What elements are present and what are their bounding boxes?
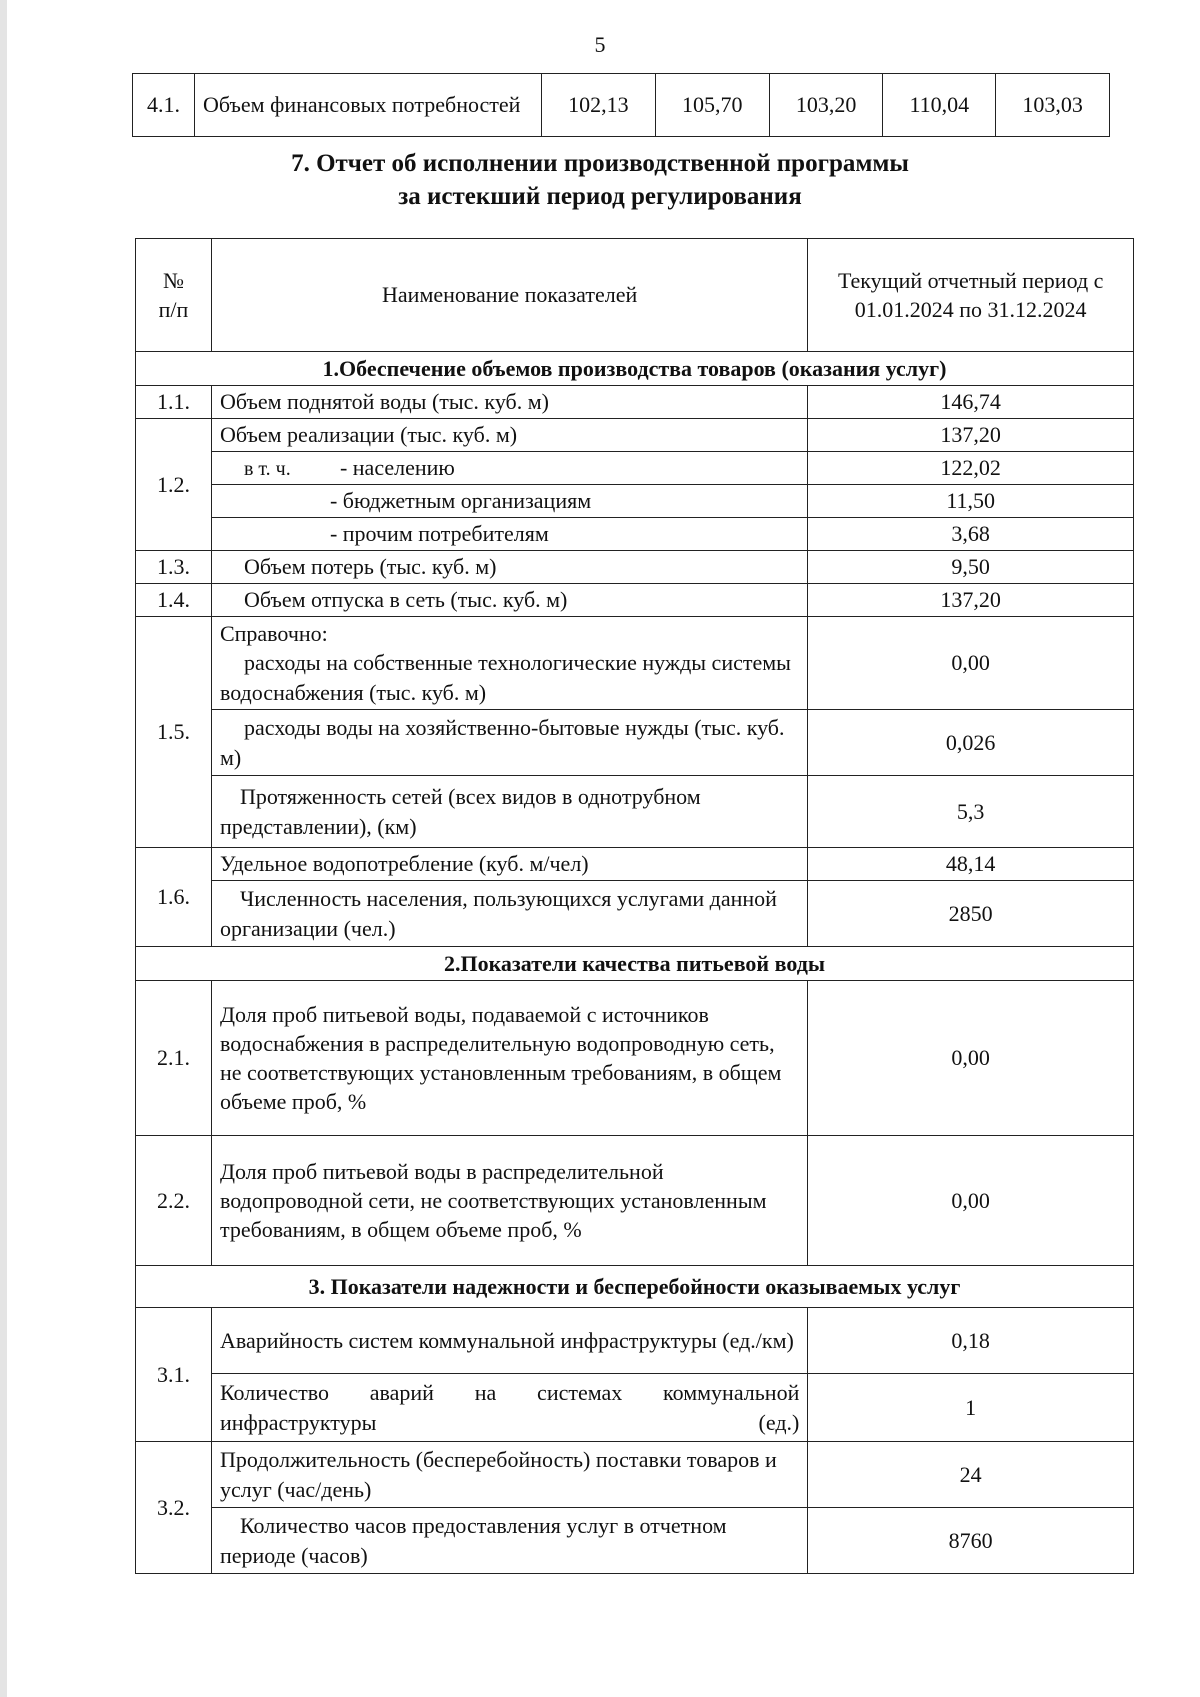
row-name: Численность населения, пользующихся услугами данной организации (чел.) (211, 881, 807, 947)
value-cell: 0,00 (808, 1136, 1134, 1266)
row-number: 2.1. (136, 981, 212, 1136)
row-name: Объем финансовых потребностей (195, 74, 542, 137)
row-number: 3.2. (136, 1442, 212, 1574)
row-name: Объем реализации (тыс. куб. м) (211, 419, 807, 452)
table-row (136, 710, 1134, 776)
row-name (211, 452, 807, 485)
value-cell: 11,50 (808, 485, 1134, 518)
value-cell: 24 (808, 1442, 1134, 1508)
scan-edge (0, 0, 7, 1697)
value-cell: 1 (808, 1374, 1134, 1442)
row-number: 1.1. (136, 386, 212, 419)
value-cell: 0,026 (808, 710, 1134, 776)
table-row (136, 1374, 1134, 1442)
row-name: Количество часов предоставления услуг в отчетном периоде (часов) (211, 1508, 807, 1574)
value-cell: 122,02 (808, 452, 1134, 485)
section-row (136, 947, 1134, 981)
row-label: - населению (339, 455, 455, 481)
section-title: 7. Отчет об исполнении производственной программы (291, 150, 909, 177)
table-row (136, 881, 1134, 947)
row-name: Аварийность систем коммунальной инфраструктуры (ед./км) (211, 1308, 807, 1374)
value-cell: 103,03 (996, 74, 1110, 137)
header-number: № п/п (136, 239, 212, 352)
section-heading: 3. Показатели надежности и бесперебойности оказываемых услуг (136, 1266, 1134, 1308)
value-cell: 137,20 (808, 419, 1134, 452)
value-cell: 2850 (808, 881, 1134, 947)
row-name: Удельное водопотребление (куб. м/чел) (211, 848, 807, 881)
table-row (136, 1442, 1134, 1508)
row-name: - бюджетным организациям (211, 485, 807, 518)
row-name: Доля проб питьевой воды в распределительной водопроводной сети, не соответствующих установленным требованиям, в общем объеме проб, % (211, 1136, 807, 1266)
row-number: 3.1. (136, 1308, 212, 1442)
section-heading: 1.Обеспечение объемов производства товаров (оказания услуг) (136, 352, 1134, 386)
row-name: Количество аварий на системах коммунальной инфраструктуры (ед.) (211, 1374, 807, 1442)
table-row (136, 452, 1134, 485)
row-name: Продолжительность (бесперебойность) поставки товаров и услуг (час/день) (211, 1442, 807, 1508)
table-row (136, 981, 1134, 1136)
value-cell: 3,68 (808, 518, 1134, 551)
page-number: 5 (594, 32, 606, 57)
header-period: Текущий отчетный период с 01.01.2024 по 31.12.2024 (808, 239, 1134, 352)
value-cell: 105,70 (655, 74, 769, 137)
table-row (136, 386, 1134, 419)
value-cell: 146,74 (808, 386, 1134, 419)
row-name (211, 617, 807, 710)
table-row (136, 419, 1134, 452)
value-cell: 0,00 (808, 981, 1134, 1136)
row-number: 1.5. (136, 617, 212, 848)
value-cell: 0,00 (808, 617, 1134, 710)
row-name: Протяженность сетей (всех видов в однотрубном представлении), (км) (211, 776, 807, 848)
table-row (136, 485, 1134, 518)
table-row (136, 848, 1134, 881)
production-program-table (135, 238, 1134, 1574)
value-cell: 110,04 (883, 74, 996, 137)
row-name: расходы воды на хозяйственно-бытовые нужды (тыс. куб. м) (211, 710, 807, 776)
value-cell: 8760 (808, 1508, 1134, 1574)
value-cell: 0,18 (808, 1308, 1134, 1374)
reference-label: Справочно: (219, 621, 328, 647)
header-name: Наименование показателей (211, 239, 807, 352)
table-row (136, 776, 1134, 848)
table-row (136, 617, 1134, 710)
row-prefix: в т. ч. (243, 458, 291, 481)
table-row (136, 551, 1134, 584)
row-number: 1.4. (136, 584, 212, 617)
section-row (136, 352, 1134, 386)
row-name: Объем поднятой воды (тыс. куб. м) (211, 386, 807, 419)
row-name: Объем отпуска в сеть (тыс. куб. м) (211, 584, 807, 617)
header-row (136, 239, 1134, 352)
row-number: 2.2. (136, 1136, 212, 1266)
row-number: 4.1. (133, 74, 195, 137)
value-cell: 48,14 (808, 848, 1134, 881)
continued-table (132, 73, 1110, 137)
row-number: 1.6. (136, 848, 212, 947)
table-row (136, 584, 1134, 617)
section-row (136, 1266, 1134, 1308)
value-cell: 5,3 (808, 776, 1134, 848)
value-cell: 103,20 (769, 74, 883, 137)
value-cell: 137,20 (808, 584, 1134, 617)
value-cell: 102,13 (542, 74, 656, 137)
row-label: расходы на собственные технологические нужды системы водоснабжения (тыс. куб. м) (219, 650, 791, 705)
table-row (136, 518, 1134, 551)
row-number: 1.2. (136, 419, 212, 551)
section-subtitle: за истекший период регулирования (398, 183, 802, 210)
table-row (133, 74, 1110, 137)
table-row (136, 1308, 1134, 1374)
row-name: Объем потерь (тыс. куб. м) (211, 551, 807, 584)
row-name: - прочим потребителям (211, 518, 807, 551)
value-cell: 9,50 (808, 551, 1134, 584)
row-name: Доля проб питьевой воды, подаваемой с источников водоснабжения в распределительную водопроводную сеть, не соответствующих установленным требованиям, в общем объеме проб, % (211, 981, 807, 1136)
table-row (136, 1136, 1134, 1266)
row-number: 1.3. (136, 551, 212, 584)
table-row (136, 1508, 1134, 1574)
section-heading: 2.Показатели качества питьевой воды (136, 947, 1134, 981)
